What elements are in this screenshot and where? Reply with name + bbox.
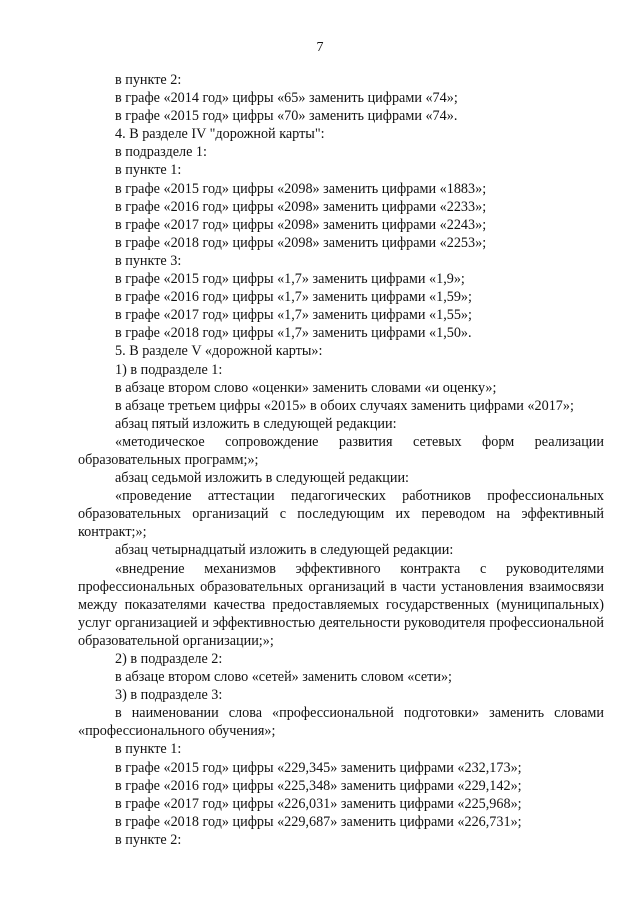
text-line: в абзаце втором слово «оценки» заменить словами «и оценку»; xyxy=(115,379,497,396)
text-line: в графе «2017 год» цифры «1,7» заменить цифрами «1,55»; xyxy=(115,307,472,324)
text-line: абзац седьмой изложить в следующей редакции: xyxy=(115,470,410,487)
text-line: абзац четырнадцатый изложить в следующей редакции: xyxy=(115,542,454,559)
text-line: в графе «2018 год» цифры «2098» заменить цифрами «2253»; xyxy=(115,234,487,251)
text-line: в графе «2017 год» цифры «226,031» заменить цифрами «225,968»; xyxy=(115,795,522,812)
text-line: в графе «2016 год» цифры «2098» заменить цифрами «2233»; xyxy=(115,198,487,215)
text-line: в графе «2018 год» цифры «1,7» заменить цифрами «1,50». xyxy=(115,325,472,342)
text-line: в графе «2015 год» цифры «229,345» заменить цифрами «232,173»; xyxy=(115,759,522,776)
text-line: 1) в подразделе 1: xyxy=(115,361,223,378)
text-line: в графе «2016 год» цифры «225,348» заменить цифрами «229,142»; xyxy=(115,777,522,794)
paragraph-text: в абзаце третьем цифры «2015» в обоих случаях заменить цифрами «2017»; xyxy=(115,397,574,414)
paragraph-text: в наименовании слова «профессиональной подготовки» заменить словами «профессионального обучения»; xyxy=(78,705,604,740)
page-number: 7 xyxy=(316,40,324,55)
text-line: в графе «2015 год» цифры «2098» заменить цифрами «1883»; xyxy=(115,180,487,197)
text-line: в графе «2017 год» цифры «2098» заменить цифрами «2243»; xyxy=(115,216,487,233)
text-line: 3) в подразделе 3: xyxy=(115,687,223,704)
paragraph-text: «внедрение механизмов эффективного контракта с руководителями профессиональных образовательных организаций в части установления взаимосвязи между показателями качества предоставляемых государственных (муниципальных) услуг организацией и эффективностью деятельности руководителя профессиональной образовательной организации;»; xyxy=(78,560,604,649)
text-line: в пункте 1: xyxy=(115,162,182,179)
text-paragraph xyxy=(78,397,604,415)
text-paragraph xyxy=(78,487,604,541)
text-line: в графе «2015 год» цифры «70» заменить цифрами «74». xyxy=(115,108,458,125)
document-body xyxy=(78,71,604,849)
text-paragraph xyxy=(78,704,604,740)
paragraph-text: «методическое сопровождение развития сетевых форм реализации образовательных программ;»; xyxy=(78,433,604,468)
text-paragraph xyxy=(78,433,604,469)
text-line: 5. В разделе V «дорожной карты»: xyxy=(115,343,323,360)
text-line: в пункте 1: xyxy=(115,741,182,758)
text-line: в пункте 2: xyxy=(115,831,182,848)
text-line: в графе «2016 год» цифры «1,7» заменить цифрами «1,59»; xyxy=(115,289,472,306)
text-paragraph xyxy=(78,560,604,650)
text-line: в подразделе 1: xyxy=(115,144,207,161)
paragraph-text: «проведение аттестации педагогических работников профессиональных образовательных организаций с последующим их переводом на эффективный контракт;»; xyxy=(78,488,604,541)
text-line: абзац пятый изложить в следующей редакции: xyxy=(115,415,397,432)
text-line: в графе «2015 год» цифры «1,7» заменить цифрами «1,9»; xyxy=(115,271,465,288)
text-line: в пункте 3: xyxy=(115,252,182,269)
text-line: 4. В разделе IV "дорожной карты": xyxy=(115,126,325,143)
text-line: в графе «2018 год» цифры «229,687» заменить цифрами «226,731»; xyxy=(115,813,522,830)
text-line: 2) в подразделе 2: xyxy=(115,651,223,667)
text-line: в абзаце втором слово «сетей» заменить словом «сети»; xyxy=(115,669,452,686)
text-line: в пункте 2: xyxy=(115,72,182,88)
text-line: в графе «2014 год» цифры «65» заменить цифрами «74»; xyxy=(115,90,458,107)
